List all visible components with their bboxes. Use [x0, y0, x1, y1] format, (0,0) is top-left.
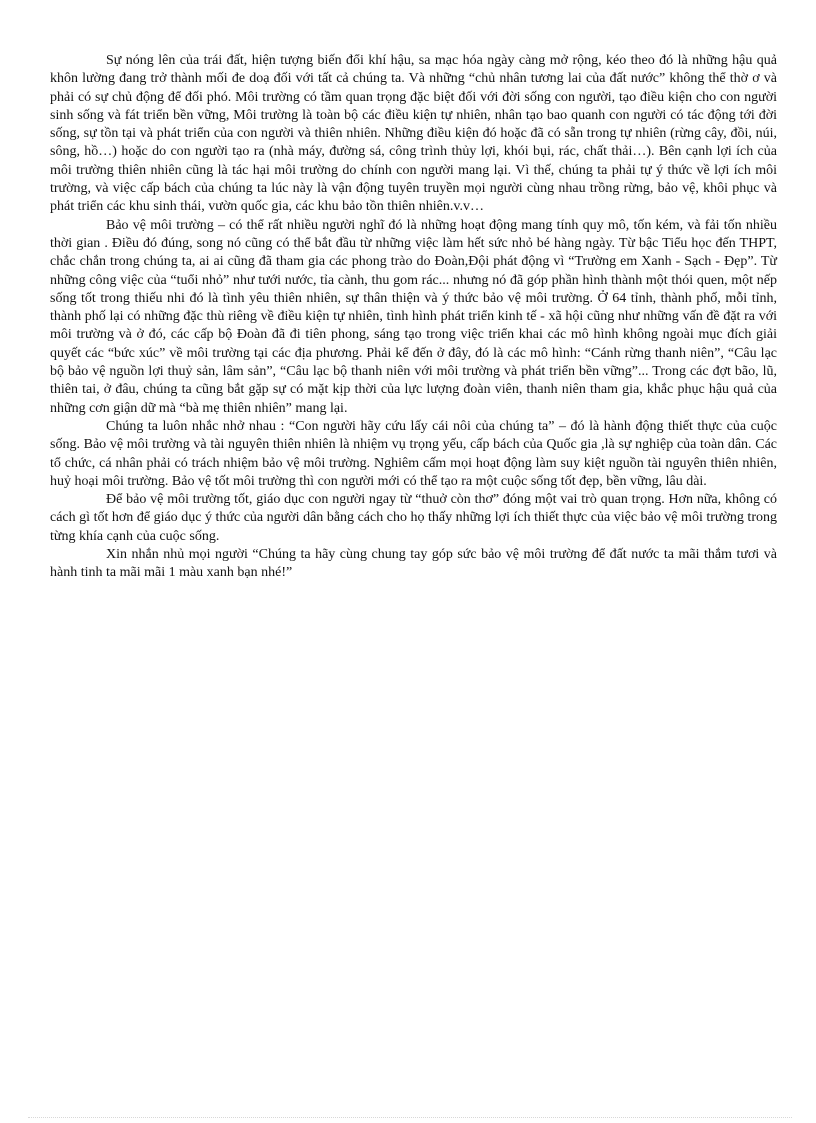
page-bottom-divider	[28, 1117, 792, 1118]
paragraph-4: Để bảo vệ môi trường tốt, giáo dục con người ngay từ “thuở còn thơ” đóng một vai trò quan trọng. Hơn nữa, không có cách gì tốt hơn để giáo dục ý thức của người dân bằng cách cho họ thấy những lợi ích thiết thực của việc bảo vệ môi trường trong từng khía cạnh của cuộc sống.	[50, 492, 777, 544]
paragraph-3: Chúng ta luôn nhắc nhở nhau : “Con người hãy cứu lấy cái nôi của chúng ta” – đó là hành động thiết thực của cuộc sống. Bảo vệ môi trường và tài nguyên thiên nhiên là nhiệm vụ trọng yếu, cấp bách của Quốc gia ,là sự nghiệp của toàn dân. Các tổ chức, cá nhân phải có trách nhiệm bảo vệ môi trường. Nghiêm cấm mọi hoạt động làm suy kiệt nguồn tài nguyên thiên nhiên, huỷ hoại môi trường. Bảo vệ tốt môi trường thì con người mới có thể tạo ra một cuộc sống tốt đẹp, bền vững, lâu dài.	[50, 418, 777, 489]
paragraph-1: Sự nóng lên của trái đất, hiện tượng biến đổi khí hậu, sa mạc hóa ngày càng mở rộng, kéo theo đó là những hậu quả khôn lường đang trở thành mối đe doạ đối với tất cả chúng ta. Và những “chủ nhân tương lai của đất nước” không thể thờ ơ và phải có sự chủ động để đối phó. Môi trường có tầm quan trọng đặc biệt đối với đời sống con người, tạo điều kiện cho con người sinh sống và fát triển bền vững, Môi trường là toàn bộ các điều kiện tự nhiên, nhân tạo bao quanh con người có tác động tới đời sống, sự tồn tại và phát triển của con người và thiên nhiên. Những điều kiện đó hoặc đã có sẵn trong tự nhiên (rừng cây, đồi, núi, sông, hồ…) hoặc do con người tạo ra (nhà máy, đường sá, công trình thủy lợi, khói bụi, rác, chất thải…). Bên cạnh lợi ích của môi trường thiên nhiên cũng là tác hại môi trường do chính con người mang lại. Vì thế, chúng ta phải tự ý thức về lợi ích môi trường, và việc cấp bách của chúng ta lúc này là vận động tuyên truyền mọi người cùng nhau trồng rừng, bảo vệ, khôi phục và phát triển các khu sinh thái, vườn quốc gia, các khu bảo tồn thiên nhiên.v.v…	[50, 53, 777, 215]
document-body	[50, 52, 777, 583]
paragraph-5: Xin nhắn nhủ mọi người “Chúng ta hãy cùng chung tay góp sức bảo vệ môi trường để đất nước ta mãi thắm tươi và hành tinh ta mãi mãi 1 màu xanh bạn nhé!”	[50, 547, 777, 581]
paragraph-2: Bảo vệ môi trường – có thể rất nhiều người nghĩ đó là những hoạt động mang tính quy mô, tốn kém, và fải tốn nhiều thời gian . Điều đó đúng, song nó cũng có thể bắt đầu từ những việc làm hết sức nhỏ bé hàng ngày. Từ bậc Tiểu học đến THPT, chắc chắn trong chúng ta, ai ai cũng đã tham gia các phong trào do Đoàn,Đội phát động vì “Trường em Xanh - Sạch - Đẹp”. Từ những công việc của “tuổi nhỏ” như tưới nước, tỉa cành, thu gom rác... nhưng nó đã góp phần hình thành một thói quen, một nếp sống tốt trong thiếu nhi đó là tình yêu thiên nhiên, sự thân thiện và ý thức bảo vệ môi trường. Ở 64 tỉnh, thành phố, mỗi tỉnh, thành phố lại có những đặc thù riêng về điều kiện tự nhiên, tình hình phát triển kinh tế - xã hội cũng như những vấn đề đặt ra với môi trường và ở đó, các cấp bộ Đoàn đã đi tiên phong, sáng tạo trong việc triển khai các mô hình không ngoài mục đích giải quyết các “bức xúc” về môi trường tại các địa phương. Phải kể đến ở đây, đó là các mô hình: “Cánh rừng thanh niên”, “Câu lạc bộ bảo vệ nguồn lợi thuỷ sản, lâm sản”, “Câu lạc bộ thanh niên với môi trường và phát triển bền vững”... Trong các đợt bão, lũ, thiên tai, ở đâu, chúng ta cũng bắt gặp sự có mặt kịp thời của lực lượng đoàn viên, thanh niên tham gia, khắc phục hậu quả của những cơn giận dữ mà “bà mẹ thiên nhiên” mang lại.	[50, 217, 777, 416]
